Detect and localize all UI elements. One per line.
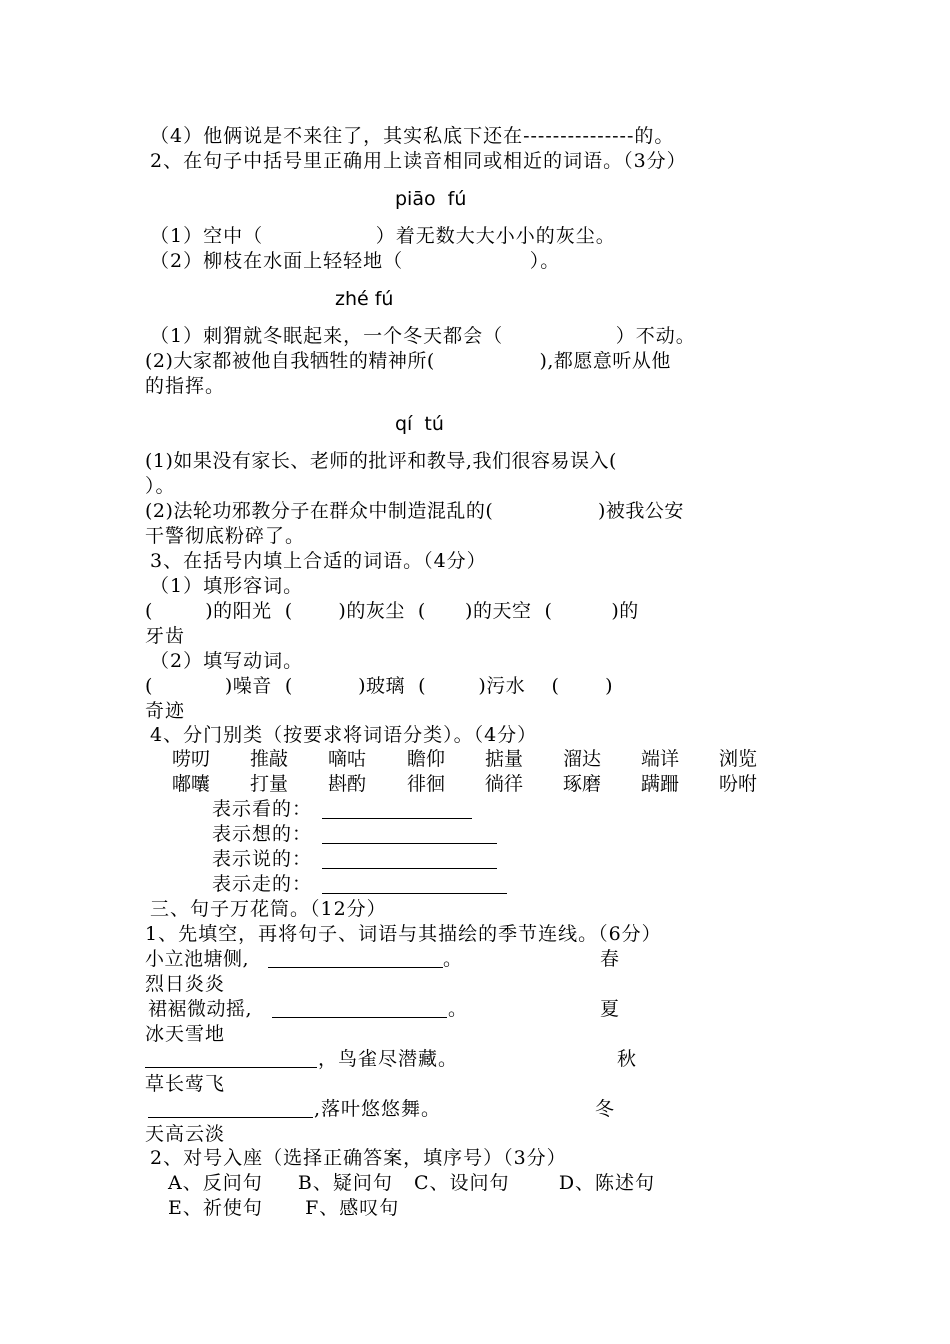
phrase-2: 冰天雪地 (145, 1023, 226, 1045)
pinyin-zhe-fu: zhé fú (335, 288, 394, 310)
word-item: 溜达 (563, 748, 602, 770)
q2-3-line: （1）刺猬就冬眠起来，一个冬天都会（ ）不动。 (150, 325, 696, 347)
word-item: 嘟囔 (172, 773, 211, 795)
question-3-heading: 3、在括号内填上合适的词语。（4分） (150, 550, 487, 572)
sentence-2-start: 裙裾微动摇, (148, 998, 253, 1020)
q2-5-cont: ）。 (145, 475, 176, 497)
category-walk-label: 表示走的： (212, 873, 313, 895)
q2-6-line: (2)法轮功邪教分子在群众中制造混乱的( )被我公安 (145, 500, 684, 522)
season-autumn: 秋 (617, 1048, 638, 1070)
sentence-3-text: ，鸟雀尽潜藏。 (318, 1048, 459, 1070)
q2-6-cont: 干警彻底粉碎了。 (145, 525, 306, 547)
word-item: 端详 (641, 748, 680, 770)
s3-q1-heading: 1、先填空，再将句子、词语与其描绘的季节连线。（6分） (145, 923, 662, 945)
word-item: 浏览 (719, 748, 758, 770)
word-item: 徜徉 (485, 773, 524, 795)
options-row-1: A、反问句 B、疑问句 C、设问句 D、陈述句 (168, 1172, 656, 1194)
question-4-heading: 4、分门别类（按要求将词语分类）。（4分） (150, 724, 538, 746)
sentence-4-blank[interactable] (148, 1117, 313, 1118)
word-item: 琢磨 (563, 773, 602, 795)
sentence-2-blank[interactable] (272, 1017, 447, 1018)
q2-5-line: (1)如果没有家长、老师的批评和教导,我们很容易误入( (145, 450, 617, 472)
q2-1-line: （1）空中（ ）着无数大大小小的灰尘。 (150, 225, 616, 247)
q-line-4: （4）他俩说是不来往了，其实私底下还在---------------的。 (150, 125, 675, 147)
question-2-heading: 2、在句子中括号里正确用上读音相同或相近的词语。（3分） (150, 150, 687, 172)
word-item: 推敲 (250, 748, 289, 770)
sentence-1-end: 。 (443, 948, 464, 970)
q2-4-cont: 的指挥。 (145, 375, 226, 397)
sentence-1-start: 小立池塘侧, (145, 948, 250, 970)
word-item: 掂量 (485, 748, 524, 770)
category-walk-blank[interactable] (322, 893, 507, 894)
options-row-2: E、祈使句 F、感叹句 (168, 1197, 400, 1219)
q3-2-line: ( )噪音 ( )玻璃 ( )污水 ( ) (145, 675, 614, 697)
q3-1-line: ( )的阳光 ( )的灰尘 ( )的天空 ( )的 (145, 600, 639, 622)
phrase-3: 草长莺飞 (145, 1073, 226, 1095)
season-summer: 夏 (600, 998, 621, 1020)
season-winter: 冬 (595, 1098, 616, 1120)
word-item: 瞻仰 (407, 748, 446, 770)
pinyin-qi-tu: qí tú (395, 413, 444, 435)
q3-1-cont: 牙齿 (145, 625, 186, 647)
word-item: 吩咐 (719, 773, 758, 795)
q2-4-line: (2)大家都被他自我牺牲的精神所( ),都愿意听从他 (145, 350, 671, 372)
category-say-blank[interactable] (322, 868, 497, 869)
q3-1-heading: （1）填形容词。 (150, 575, 304, 597)
category-say-label: 表示说的： (212, 848, 313, 870)
category-think-label: 表示想的： (212, 823, 313, 845)
word-item: 徘徊 (407, 773, 446, 795)
section-3-heading: 三、句子万花筒。（12分） (150, 898, 387, 920)
category-think-blank[interactable] (322, 843, 497, 844)
s3-q2-heading: 2、对号入座（选择正确答案，填序号）（3分） (150, 1147, 567, 1169)
sentence-4-text: ,落叶悠悠舞。 (314, 1098, 442, 1120)
word-item: 嘀咕 (328, 748, 367, 770)
phrase-4: 天高云淡 (145, 1123, 226, 1145)
word-item: 唠叨 (172, 748, 211, 770)
sentence-3-blank[interactable] (145, 1067, 317, 1068)
phrase-1: 烈日炎炎 (145, 973, 226, 995)
word-item: 打量 (250, 773, 289, 795)
pinyin-piao-fu: piāo fú (395, 188, 467, 210)
q2-2-line: （2）柳枝在水面上轻轻地（ ）。 (150, 250, 561, 272)
word-item: 斟酌 (328, 773, 367, 795)
word-item: 蹒跚 (641, 773, 680, 795)
category-look-blank[interactable] (322, 818, 472, 819)
sentence-1-blank[interactable] (268, 967, 443, 968)
q3-2-heading: （2）填写动词。 (150, 650, 304, 672)
q3-2-cont: 奇迹 (145, 700, 186, 722)
category-look-label: 表示看的： (212, 798, 313, 820)
season-spring: 春 (600, 948, 621, 970)
sentence-2-end: 。 (448, 998, 469, 1020)
